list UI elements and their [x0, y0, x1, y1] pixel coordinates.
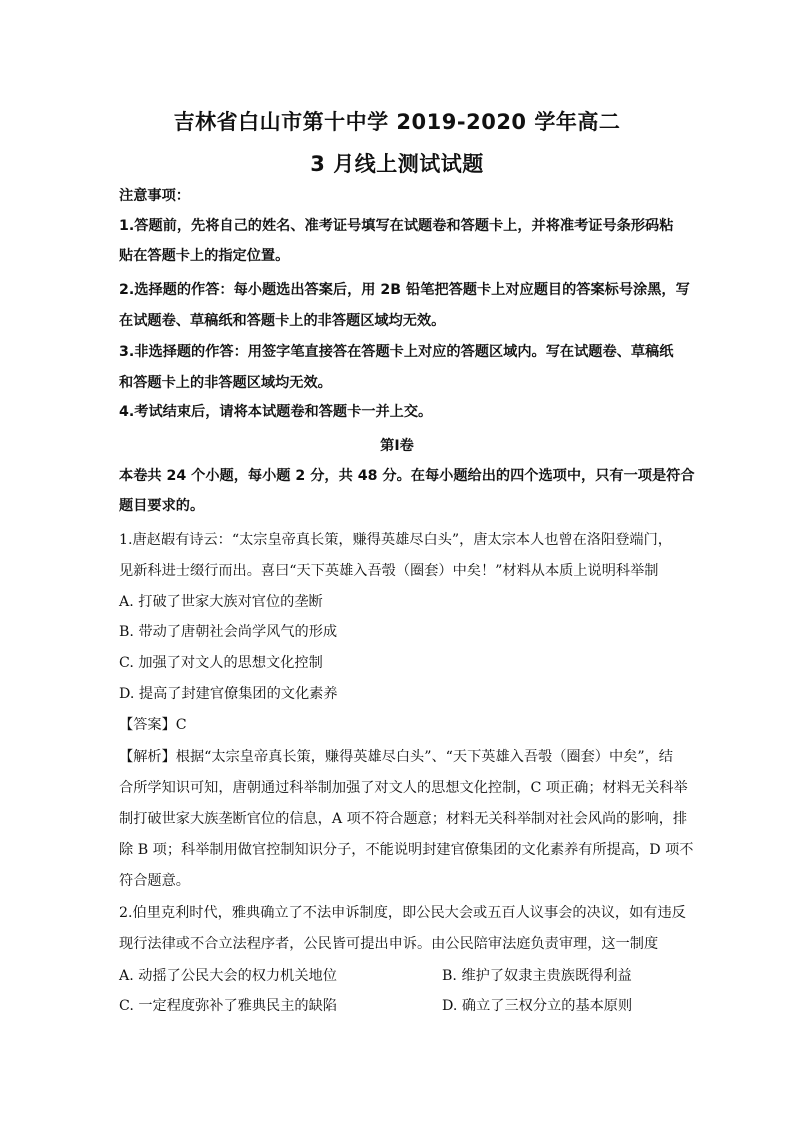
- notice-item-2: 2.选择题的作答：每小题选出答案后，用 2B 铅笔把答题卡上对应题目的答案标号涂黑，写: [119, 282, 690, 298]
- q1-option-b: B. 带动了唐朝社会尚学风气的形成: [119, 624, 338, 640]
- q1-stem-cont: 见新科进士缀行而出。喜曰“天下英雄入吾彀（圈套）中矣！”材料从本质上说明科举制: [119, 563, 659, 579]
- section-intro: 本卷共 24 个小题，每小题 2 分，共 48 分。在每小题给出的四个选项中，只有一项是符合: [119, 468, 695, 484]
- q2-option-b: B. 维护了奴隶主贵族既得利益: [442, 968, 632, 984]
- notice-item-2-cont: 在试题卷、草稿纸和答题卡上的非答题区域均无效。: [119, 313, 446, 329]
- q1-analysis-line-4: 除 B 项；科举制用做官控制知识分子，不能说明封建官僚集团的文化素养有所提高，D 项不: [119, 842, 694, 858]
- q2-option-a: A. 动摇了公民大会的权力机关地位: [119, 968, 337, 984]
- q1-stem: 1.唐赵嘏有诗云：“太宗皇帝真长策，赚得英雄尽白头”，唐太宗本人也曾在洛阳登端门，: [119, 532, 672, 548]
- q2-stem-cont: 现行法律或不合立法程序者，公民皆可提出申诉。由公民陪审法庭负责审理，这一制度: [119, 936, 659, 952]
- notice-item-1-cont: 贴在答题卡上的指定位置。: [119, 248, 290, 264]
- notice-item-4: 4.考试结束后，请将本试题卷和答题卡一并上交。: [119, 404, 433, 420]
- q2-option-d: D. 确立了三权分立的基本原则: [442, 998, 633, 1014]
- exam-subtitle: 3 月线上测试试题: [310, 152, 484, 176]
- q1-analysis: 【解析】根据“太宗皇帝真长策，赚得英雄尽白头”、“天下英雄入吾彀（圈套）中矣”，结: [119, 749, 673, 765]
- notice-item-1: 1.答题前，先将自己的姓名、准考证号填写在试题卷和答题卡上，并将准考证号条形码粘: [119, 218, 674, 234]
- q2-stem: 2.伯里克利时代，雅典确立了不法申诉制度，即公民大会或五百人议事会的决议，如有违反: [119, 905, 686, 921]
- notice-item-3-cont: 和答题卡上的非答题区域均无效。: [119, 375, 332, 391]
- notice-item-3: 3.非选择题的作答：用签字笔直接答在答题卡上对应的答题区域内。写在试题卷、草稿纸: [119, 344, 674, 360]
- section-intro-cont: 题目要求的。: [119, 498, 205, 514]
- q1-option-d: D. 提高了封建官僚集团的文化素养: [119, 686, 338, 702]
- q1-option-a: A. 打破了世家大族对官位的垄断: [119, 594, 323, 610]
- q1-option-c: C. 加强了对文人的思想文化控制: [119, 655, 323, 671]
- q1-analysis-line-5: 符合题意。: [119, 873, 190, 889]
- q2-option-c: C. 一定程度弥补了雅典民主的缺陷: [119, 998, 337, 1014]
- q1-analysis-line-3: 制打破世家大族垄断官位的信息，A 项不符合题意；材料无关科举制对社会风尚的影响，排: [119, 811, 688, 827]
- exam-title: 吉林省白山市第十中学 2019-2020 学年高二: [173, 110, 621, 134]
- q1-answer: 【答案】C: [119, 717, 187, 733]
- section-heading: 第Ⅰ卷: [380, 438, 414, 454]
- q1-analysis-line-2: 合所学知识可知，唐朝通过科举制加强了对文人的思想文化控制，C 项正确；材料无关科举: [119, 780, 688, 796]
- notice-heading: 注意事项：: [119, 188, 190, 204]
